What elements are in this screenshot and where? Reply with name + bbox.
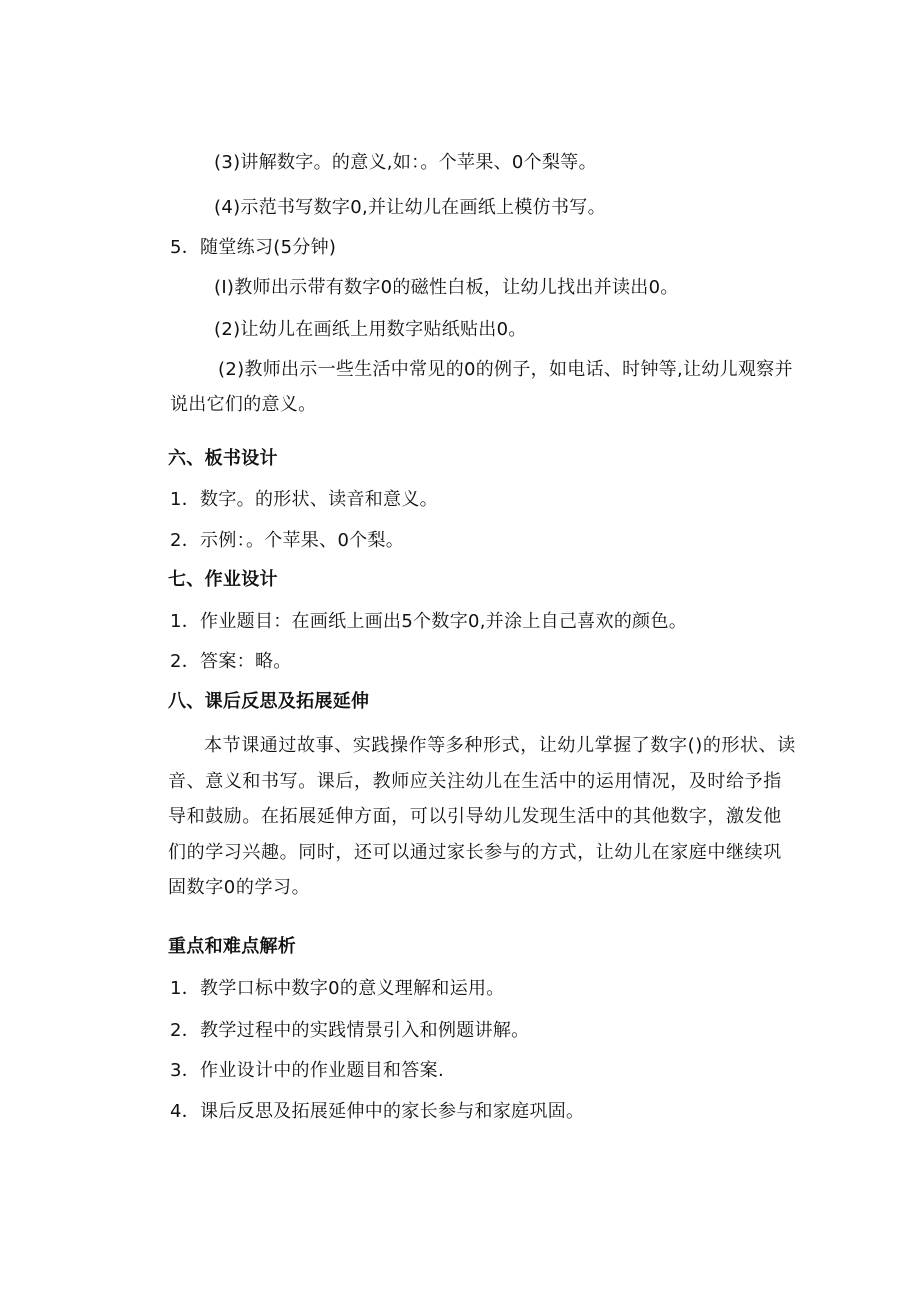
keypoints-item-4: 4．课后反思及拓展延伸中的家长参与和家庭巩固。 <box>170 1101 585 1122</box>
homework-heading: 七、作业设计 <box>168 569 278 590</box>
practice3-paragraph: (2)教师出示一些生活中常见的0的例子，如电话、时钟等,让幼儿观察并说出它们的意义。 <box>170 359 793 415</box>
practice2-line: (2)让幼儿在画纸上用数字贴纸贴出0。 <box>214 319 527 340</box>
keypoints-item-2: 2．教学过程中的实践情景引入和例题讲解。 <box>170 1020 530 1041</box>
homework-item-1: 1．作业题目：在画纸上画出5个数字0,并涂上自己喜欢的颜色。 <box>170 611 688 632</box>
board-heading: 六、板书设计 <box>168 448 278 469</box>
keypoints-item-1: 1．教学口标中数字0的意义理解和运用。 <box>170 978 505 999</box>
board-item-1: 1．数字。的形状、读音和意义。 <box>170 489 438 510</box>
practice1-line: (I)教师出示带有数字0的磁性白板，让幼儿找出并读出0。 <box>214 277 679 298</box>
reflection-heading: 八、课后反思及拓展延伸 <box>168 691 370 712</box>
step5-title: 5．随堂练习(5分钟) <box>170 237 337 258</box>
homework-item-2: 2．答案：略。 <box>170 651 292 672</box>
item4-demo-line: (4)示范书写数字0,并让幼儿在画纸上模仿书写。 <box>214 197 606 218</box>
item3-explain-line: (3)讲解数字。的意义,如：。个苹果、0个梨等。 <box>214 152 597 173</box>
keypoints-heading: 重点和难点解析 <box>168 936 297 957</box>
board-item-2: 2．示例：。个苹果、0个梨。 <box>170 530 405 551</box>
keypoints-item-3: 3．作业设计中的作业题目和答案. <box>170 1060 444 1081</box>
reflection-paragraph: 本节课通过故事、实践操作等多种形式，让幼儿掌握了数字()的形状、读音、意义和书写。课后，教师应关注幼儿在生活中的运用情况，及时给予指导和鼓励。在拓展延伸方面，可以引导幼儿发现生活中的其他数字，激发他们的学习兴趣。同时，还可以通过家长参与的方式，让幼儿在家庭中继续巩固数字0的学习。 <box>168 735 796 898</box>
